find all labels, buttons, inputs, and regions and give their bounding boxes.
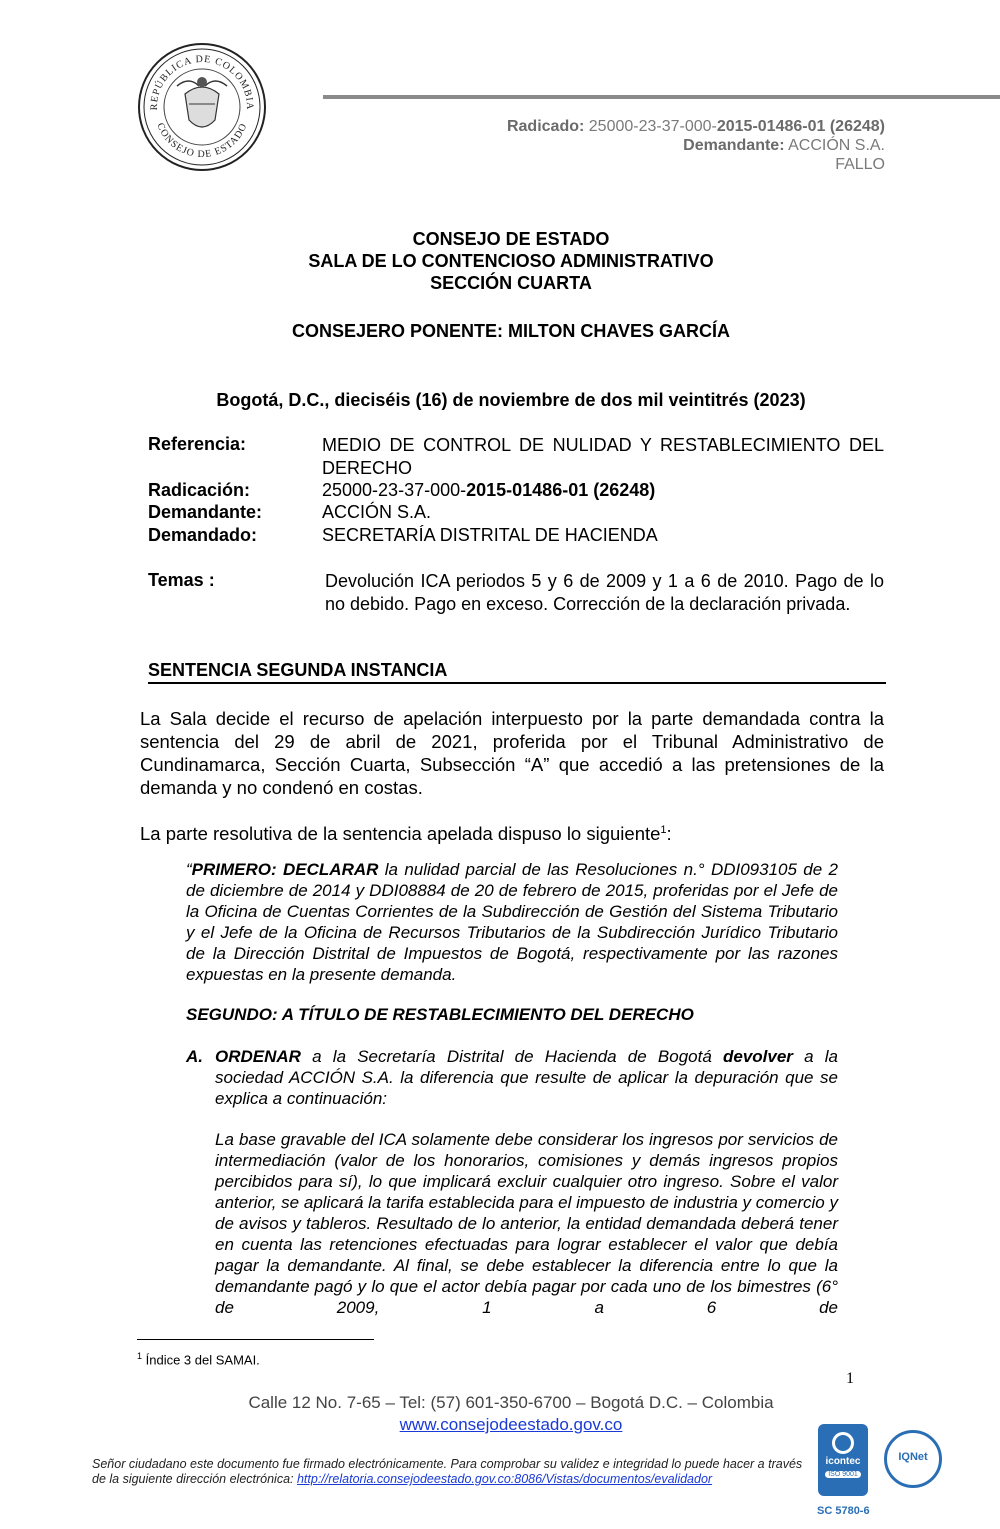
ref-label: Referencia: xyxy=(148,434,247,454)
header-type: FALLO xyxy=(835,156,885,173)
quote-primero: “PRIMERO: DECLARAR la nulidad parcial de las Resoluciones n.° DDI093105 de 2 de diciembre de 2014 y DDI08884 de 20 de febrero de 2015, proferidas por el Jefe de la Oficina de Cuentas Corrientes de la Subdirección de Gestión del Sistema Tributario y el Jefe de la Oficina de Recursos Tributarios de la Subdirección Jurídico Tributario de la Dirección Distrital de Impuestos de Bogotá, respectivamente por las razones expuestas en la presente demanda. xyxy=(186,860,838,984)
icontec-logo: icontec ISO 9001 xyxy=(818,1424,868,1496)
demandante-label: Demandante: xyxy=(148,502,263,522)
court-name: CONSEJO DE ESTADO xyxy=(412,229,610,249)
demandado-value: SECRETARÍA DISTRITAL DE HACIENDA xyxy=(322,525,658,545)
ponente: CONSEJERO PONENTE: MILTON CHAVES GARCÍA xyxy=(291,321,731,341)
decision-date: Bogotá, D.C., dieciséis (16) de noviembre de dos mil veintitrés (2023) xyxy=(216,390,806,410)
quote-base-gravable: La base gravable del ICA solamente debe considerar los ingresos por servicios de intermediación (valor de los honorarios, comisiones y demás ingresos propios percibidos para sí), lo que implicará excluir cualquier otro ingreso. Sobre el valor anterior, se aplicará la tarifa establecida para el impuesto de industria y comercio y de avisos y tableros. Resultado de lo anterior, la entidad demandada deberá tener en cuenta las retenciones efectuadas para lograr establecer el valor que debía pagar la demandante. Al final, se debe establecer la diferencia entre lo que la demandante pagó y lo que el actor debía pagar por cada uno de los bimestres (6° de 2009, 1 a 6 de xyxy=(215,1130,838,1317)
radicacion-label: Radicación: xyxy=(148,480,251,500)
validator-link[interactable]: http://relatoria.consejodeestado.gov.co:8086/Vistas/documentos/evalidador xyxy=(296,1472,713,1486)
court-sala: SALA DE LO CONTENCIOSO ADMINISTRATIVO xyxy=(308,251,714,271)
quote-item-letter: A. xyxy=(186,1047,203,1066)
svg-text:REPÚBLICA DE COLOMBIA: REPÚBLICA DE COLOMBIA xyxy=(148,53,256,111)
page-number: 1 xyxy=(846,1370,854,1387)
footnote: $^1$ Índice 3 del SAMAI. xyxy=(137,1351,260,1368)
quote-item-a: ORDENAR a la Secretaría Distrital de Hacienda de Bogotá devolver a la sociedad ACCIÓN S.A. la diferencia que resulte de aplicar la depuración que se explica a continuación: xyxy=(215,1047,838,1108)
paragraph-1: La Sala decide el recurso de apelación interpuesto por la parte demandada contra la sentencia del 29 de abril de 2021, proferida por el Tribunal Administrativo de Cundinamarca, Sección Cuarta, Subsección “A” que accedió a las pretensiones de la demanda y no condenó en costas. xyxy=(140,708,884,798)
radicacion-value: 25000-23-37-000-2015-01486-01 (26248) xyxy=(322,480,656,500)
header-radicado: Radicado: 25000-23-37-000-2015-01486-01 (26248) xyxy=(506,118,885,135)
consejo-de-estado-seal xyxy=(137,42,267,172)
footer-website[interactable]: www.consejodeestado.gov.co xyxy=(399,1415,623,1434)
header-rule xyxy=(323,95,1000,99)
demandado-label: Demandado: xyxy=(148,525,258,545)
temas-label: Temas : xyxy=(148,570,215,590)
footer-legal-note: Señor ciudadano este documento fue firmado electrónicamente. Para comprobar su validez e integridad lo puede hacer a través de la siguiente dirección electrónica: http://relatoria.consejodeestado.gov.co:8086/Vistas/documentos/evalidador xyxy=(92,1457,803,1486)
cert-code: SC 5780-6 xyxy=(817,1505,870,1517)
footnote-separator xyxy=(137,1339,374,1340)
ref-value: MEDIO DE CONTROL DE NULIDAD Y RESTABLECIMIENTO DEL DERECHO xyxy=(322,435,884,478)
demandante-value: ACCIÓN S.A. xyxy=(322,502,432,522)
iqnet-logo: IQNet xyxy=(884,1430,942,1488)
paragraph-2: La parte resolutiva de la sentencia apelada dispuso lo siguiente$^1$: xyxy=(140,823,672,845)
svg-text:CONSEJO DE ESTADO: CONSEJO DE ESTADO xyxy=(154,121,250,161)
temas-value: Devolución ICA periodos 5 y 6 de 2009 y 1 a 6 de 2010. Pago de lo no debido. Pago en exceso. Corrección de la declaración privada. xyxy=(325,571,884,614)
footer-address: Calle 12 No. 7-65 – Tel: (57) 601-350-6700 – Bogotá D.C. – Colombia xyxy=(248,1393,774,1412)
quote-segundo: SEGUNDO: A TÍTULO DE RESTABLECIMIENTO DEL DERECHO xyxy=(186,1005,694,1024)
icontec-icon xyxy=(832,1432,854,1454)
court-section: SECCIÓN CUARTA xyxy=(430,273,592,293)
header-demandante: Demandante: ACCIÓN S.A. xyxy=(683,137,885,154)
section-title: SENTENCIA SEGUNDA INSTANCIA xyxy=(148,660,886,684)
